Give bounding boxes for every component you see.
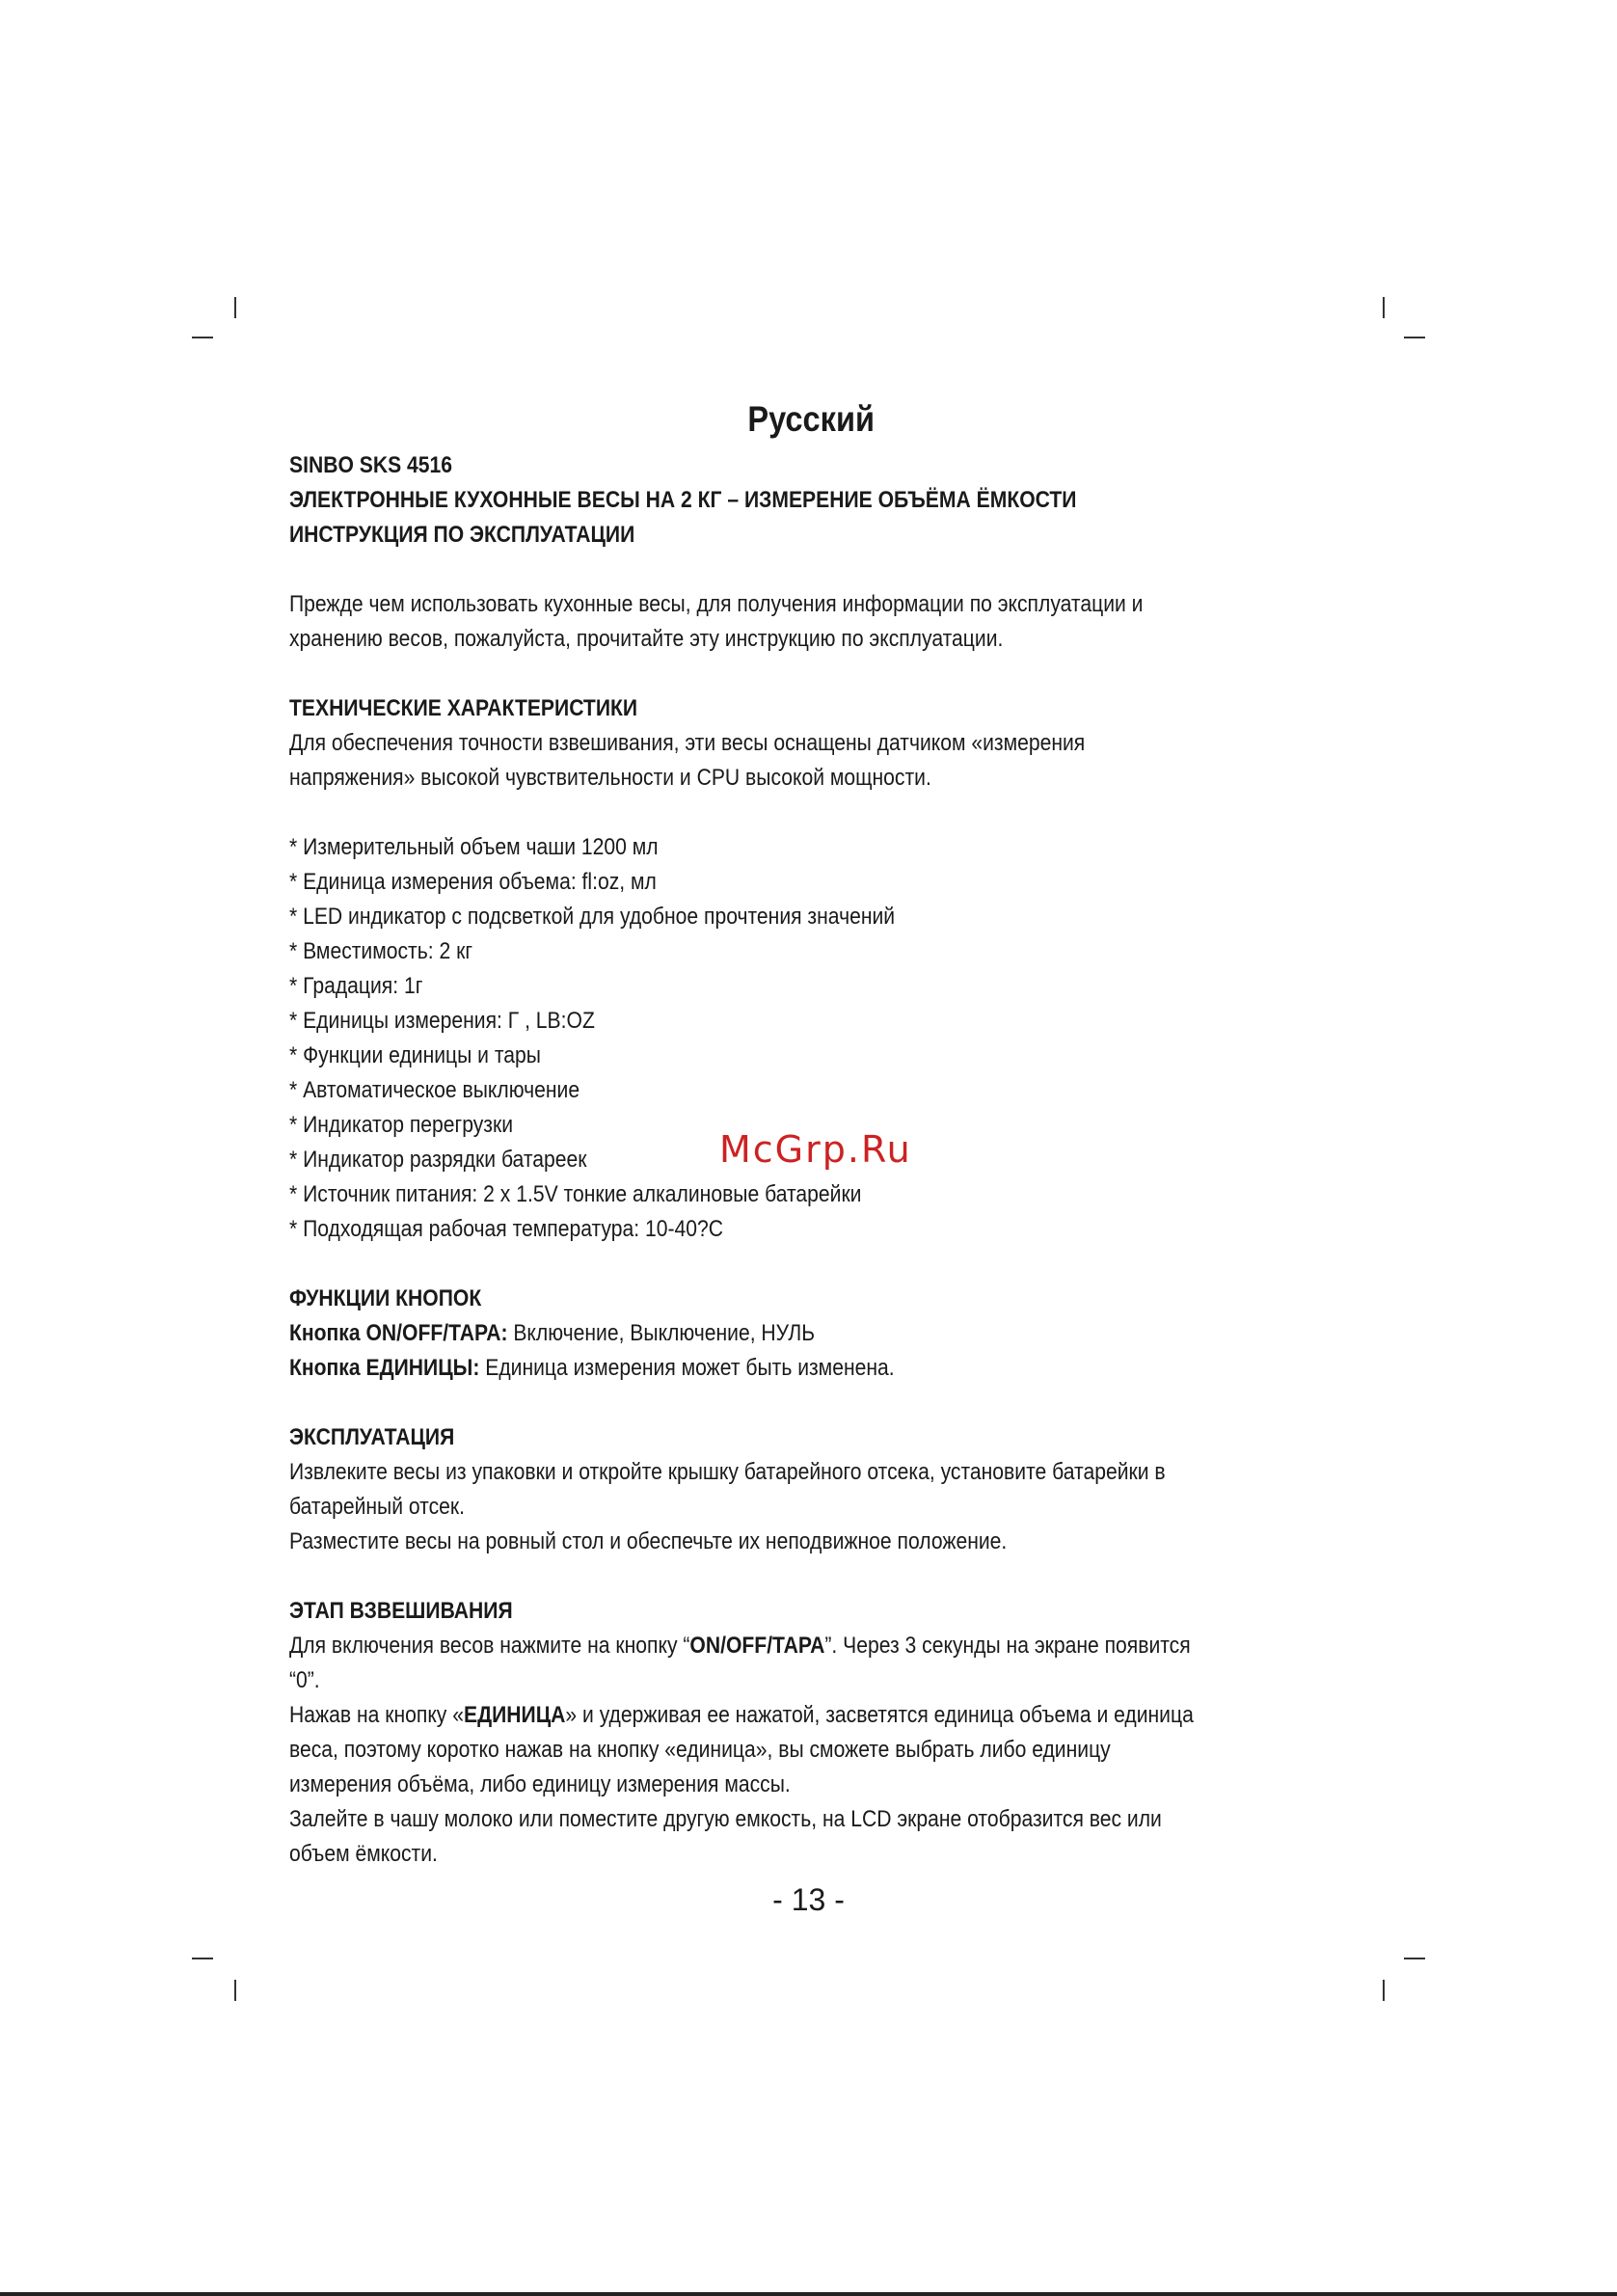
operation-paragraph-1: Извлеките весы из упаковки и откройте крышку батарейного отсека, установите батарейки в батарейный отсек. bbox=[289, 1459, 1166, 1520]
weighing-p2-text-end: » и удерживая ее нажатой, засветятся единица объема и единица веса, поэтому коротко нажав на кнопку «единица», вы сможете выбрать либо единицу измерения объёма, либо единицу измерения массы. bbox=[289, 1702, 1194, 1797]
buttons-heading: ФУНКЦИИ КНОПОК bbox=[289, 1285, 482, 1311]
operation-heading: ЭКСПЛУАТАЦИЯ bbox=[289, 1424, 455, 1450]
crop-mark-bottom-left-v bbox=[234, 1980, 236, 2001]
weighing-heading: ЭТАП ВЗВЕШИВАНИЯ bbox=[289, 1598, 513, 1624]
weighing-paragraph-1 bbox=[289, 1629, 1214, 1698]
bottom-edge-bar bbox=[0, 2292, 1617, 2296]
manual-title: ИНСТРУКЦИЯ ПО ЭКСПЛУАТАЦИИ bbox=[289, 522, 635, 548]
tech-heading: ТЕХНИЧЕСКИЕ ХАРАКТЕРИСТИКИ bbox=[289, 695, 638, 721]
page-number: - 13 - bbox=[772, 1882, 845, 1917]
weighing-p1-button: ON/OFF/ТАРА bbox=[689, 1633, 825, 1659]
crop-mark-top-left-v bbox=[234, 297, 236, 318]
crop-mark-bottom-right-v bbox=[1383, 1980, 1385, 2001]
weighing-paragraph-3: Залейте в чашу молоко или поместите другую емкость, на LCD экране отобразится вес или объем ёмкости. bbox=[289, 1806, 1162, 1867]
list-item: * Функции единицы и тары bbox=[289, 1042, 541, 1068]
weighing-p2-button: ЕДИНИЦА bbox=[463, 1702, 566, 1728]
list-item: * Измерительный объем чаши 1200 мл bbox=[289, 834, 659, 860]
watermark: McGrp.Ru bbox=[719, 1128, 912, 1171]
list-item: * Индикатор разрядки батареек bbox=[289, 1147, 587, 1173]
list-item: * Источник питания: 2 х 1.5V тонкие алкалиновые батарейки bbox=[289, 1181, 862, 1207]
model-name: SINBO SKS 4516 bbox=[289, 452, 453, 478]
unit-label: Кнопка ЕДИНИЦЫ: bbox=[289, 1355, 480, 1381]
weighing-paragraph-2 bbox=[289, 1698, 1214, 1802]
tech-paragraph: Для обеспечения точности взвешивания, эти весы оснащены датчиком «измерения напряжения» высокой чувствительности и CPU высокой мощности. bbox=[289, 730, 1086, 791]
intro-paragraph: Прежде чем использовать кухонные весы, для получения информации по эксплуатации и хранению весов, пожалуйста, прочитайте эту инструкцию по эксплуатации. bbox=[289, 591, 1144, 652]
crop-mark-bottom-left-h bbox=[192, 1958, 213, 1959]
weighing-p1-text: Для включения весов нажмите на кнопку “ bbox=[289, 1633, 690, 1659]
operation-paragraph-2: Разместите весы на ровный стол и обеспечьте их неподвижное положение. bbox=[289, 1528, 1008, 1554]
crop-mark-top-left-h bbox=[192, 337, 213, 338]
list-item: * Градация: 1г bbox=[289, 973, 423, 999]
list-item: * Индикатор перегрузки bbox=[289, 1112, 514, 1138]
crop-mark-top-right-h bbox=[1404, 337, 1425, 338]
weighing-p1-text-end: ”. Через 3 секунды на экране появится “0”. bbox=[289, 1633, 1191, 1693]
list-item: * Автоматическое выключение bbox=[289, 1077, 580, 1103]
crop-mark-bottom-right-h bbox=[1404, 1958, 1425, 1959]
list-item: * Единица измерения объема: fl:oz, мл bbox=[289, 869, 657, 895]
list-item: * Единицы измерения: Г , LB:OZ bbox=[289, 1008, 595, 1034]
spec-list bbox=[289, 830, 1214, 1247]
onoff-button-description bbox=[289, 1316, 1214, 1351]
list-item: * LED индикатор с подсветкой для удобное прочтения значений bbox=[289, 904, 896, 930]
unit-text: Единица измерения может быть изменена. bbox=[479, 1355, 895, 1381]
list-item: * Подходящая рабочая температура: 10-40?C bbox=[289, 1216, 723, 1242]
product-title: ЭЛЕКТРОННЫЕ КУХОННЫЕ ВЕСЫ НА 2 КГ – ИЗМЕРЕНИЕ ОБЪЁМА ЁМКОСТИ bbox=[289, 487, 1077, 513]
page-title: Русский bbox=[747, 399, 875, 439]
onoff-label: Кнопка ON/OFF/ТАРА: bbox=[289, 1320, 508, 1346]
crop-mark-top-right-v bbox=[1383, 297, 1385, 318]
onoff-text: Включение, Выключение, НУЛЬ bbox=[507, 1320, 816, 1346]
unit-button-description bbox=[289, 1351, 1214, 1386]
weighing-p2-text: Нажав на кнопку « bbox=[289, 1702, 464, 1728]
list-item: * Вместимость: 2 кг bbox=[289, 938, 473, 964]
